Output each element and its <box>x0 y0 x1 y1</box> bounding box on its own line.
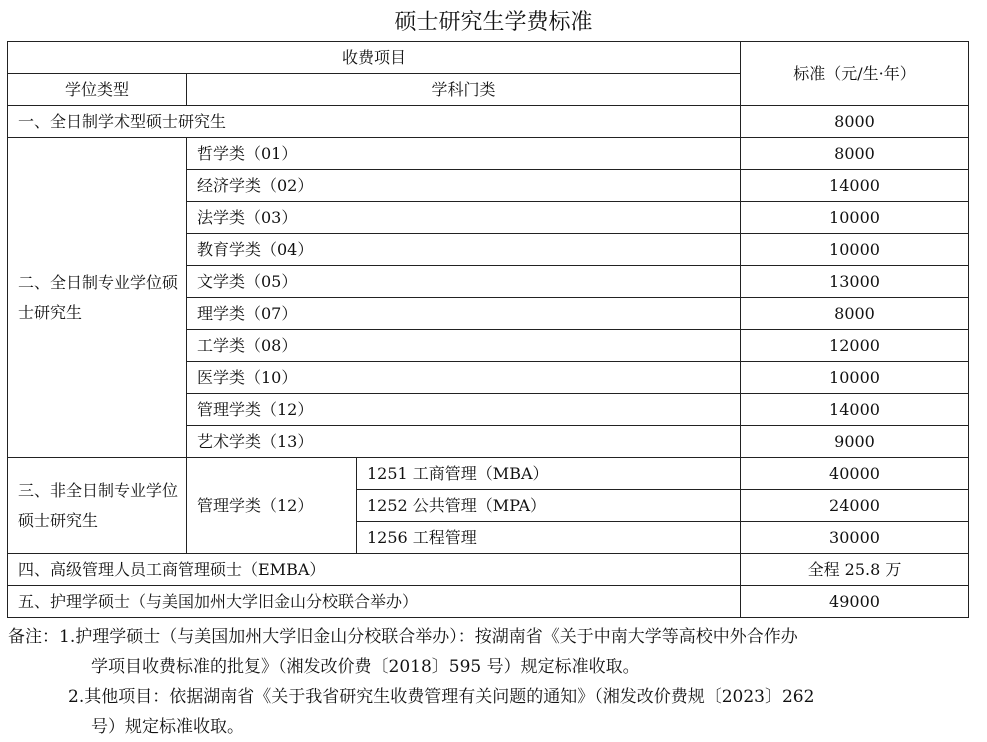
section-1-value: 8000 <box>741 106 969 138</box>
discipline-fee: 14000 <box>741 170 969 202</box>
table-row <box>8 106 969 138</box>
table-row <box>8 586 969 618</box>
discipline-fee: 14000 <box>741 394 969 426</box>
section-4-label: 四、高级管理人员工商管理硕士（EMBA） <box>8 554 741 586</box>
program-fee: 30000 <box>741 522 969 554</box>
discipline-name: 哲学类（01） <box>187 138 741 170</box>
discipline-name: 工学类（08） <box>187 330 741 362</box>
page-title: 硕士研究生学费标准 <box>394 10 593 35</box>
discipline-fee: 8000 <box>741 138 969 170</box>
table-row <box>8 554 969 586</box>
discipline-fee: 9000 <box>741 426 969 458</box>
discipline-fee: 8000 <box>741 298 969 330</box>
discipline-name: 教育学类（04） <box>187 234 741 266</box>
header-discipline: 学科门类 <box>187 74 741 106</box>
notes <box>8 622 983 742</box>
discipline-name: 管理学类（12） <box>187 394 741 426</box>
discipline-fee: 10000 <box>741 234 969 266</box>
section-5-value: 49000 <box>741 586 969 618</box>
discipline-name: 法学类（03） <box>187 202 741 234</box>
section-3-label: 三、非全日制专业学位硕士研究生 <box>8 458 187 554</box>
table-row <box>8 138 969 170</box>
discipline-fee: 10000 <box>741 202 969 234</box>
note-2-line-1: 2.其他项目：依据湖南省《关于我省研究生收费管理有关问题的通知》（湘发改价费规〔2023〕262 <box>68 687 815 707</box>
discipline-name: 文学类（05） <box>187 266 741 298</box>
section-2-label: 二、全日制专业学位硕士研究生 <box>8 138 187 458</box>
program-fee: 24000 <box>741 490 969 522</box>
header-standard: 标准（元/生·年） <box>741 42 969 106</box>
discipline-name: 医学类（10） <box>187 362 741 394</box>
table-row <box>8 458 969 490</box>
header-charge-item: 收费项目 <box>8 42 741 74</box>
program-name: 1252 公共管理（MPA） <box>357 490 741 522</box>
section-5-label: 五、护理学硕士（与美国加州大学旧金山分校联合举办） <box>8 586 741 618</box>
discipline-fee: 13000 <box>741 266 969 298</box>
discipline-name: 理学类（07） <box>187 298 741 330</box>
section-4-value: 全程 25.8 万 <box>741 554 969 586</box>
note-1-line-1: 备注：1.护理学硕士（与美国加州大学旧金山分校联合举办）：按湖南省《关于中南大学等高校中外合作办 <box>8 627 798 647</box>
program-name: 1256 工程管理 <box>357 522 741 554</box>
tuition-table <box>7 41 969 618</box>
program-name: 1251 工商管理（MBA） <box>357 458 741 490</box>
discipline-name: 经济学类（02） <box>187 170 741 202</box>
header-degree-type: 学位类型 <box>8 74 187 106</box>
note-2-line-2: 号）规定标准收取。 <box>91 717 244 737</box>
discipline-fee: 12000 <box>741 330 969 362</box>
section-1-label: 一、全日制学术型硕士研究生 <box>8 106 741 138</box>
note-1-line-2: 学项目收费标准的批复》（湘发改价费〔2018〕595 号）规定标准收取。 <box>91 657 640 677</box>
discipline-name: 艺术学类（13） <box>187 426 741 458</box>
program-fee: 40000 <box>741 458 969 490</box>
section-3-category: 管理学类（12） <box>187 458 357 554</box>
discipline-fee: 10000 <box>741 362 969 394</box>
